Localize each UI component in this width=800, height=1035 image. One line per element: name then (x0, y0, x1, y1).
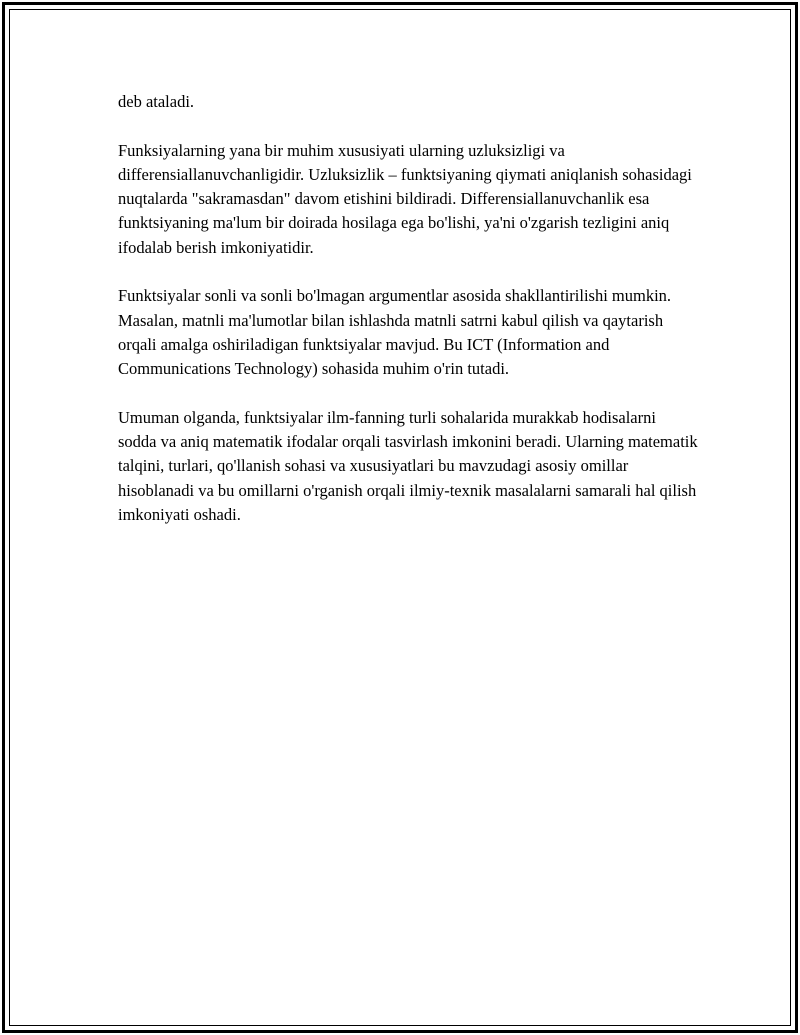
paragraph-continuity-differentiability: Funksiyalarning yana bir muhim xususiyati ularning uzluksizligi va differensiallanuvchanligidir. Uzluksizlik – funktsiyaning qiymati aniqlanish sohasidagi nuqtalarda "sakramasdan" davom etishini bildiradi. Differensiallanuvchanlik esa funktsiyaning ma'lum bir doirada hosilaga ega bo'lishi, ya'ni o'zgarish tezligini aniq ifodalab berish imkoniyatidir. (118, 140, 692, 257)
document-body (118, 90, 698, 552)
paragraph-continuation: deb ataladi. (118, 92, 195, 111)
paragraph-conclusion: Umuman olganda, funktsiyalar ilm-fanning turli sohalarida murakkab hodisalarni sodda va aniq matematik ifodalar orqali tasvirlash imkonini beradi. Ularning matematik talqini, turlari, qo'llanish sohasi va xususiyatlari bu mavzudagi asosiy omillar hisoblanadi va bu omillarni o'rganish orqali ilmiy-texnik masalalarni samarali hal qilish imkoniyati oshadi. (118, 407, 698, 525)
paragraph-non-numeric-arguments: Funktsiyalar sonli va sonli bo'lmagan argumentlar asosida shakllantirilishi mumkin. Masalan, matnli ma'lumotlar bilan ishlashda matnli satrni kabul qilish va qaytarish orqali amalga oshiriladigan funktsiyalar mavjud. Bu ICT (Information and Communications Technology) sohasida muhim o'rin tutadi. (118, 286, 672, 379)
